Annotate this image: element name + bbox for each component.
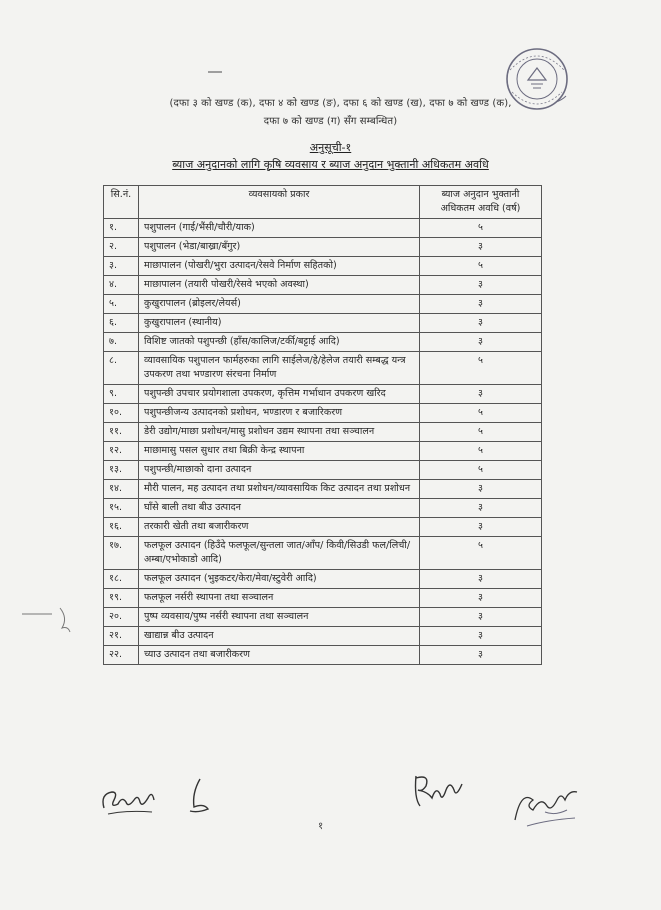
row-serial-number: १६. bbox=[104, 518, 139, 537]
row-max-period-years: ३ bbox=[420, 314, 542, 333]
row-max-period-years: ३ bbox=[420, 385, 542, 404]
table-row bbox=[104, 257, 542, 276]
table-row bbox=[104, 219, 542, 238]
table-row bbox=[104, 442, 542, 461]
row-business-type: कुखुरापालन (स्थानीय) bbox=[139, 314, 420, 333]
row-max-period-years: ३ bbox=[420, 238, 542, 257]
table-row bbox=[104, 333, 542, 352]
row-business-type: डेरी उद्योग/माछा प्रशोधन/मासु प्रशोधन उद्यम स्थापना तथा सञ्चालन bbox=[139, 423, 420, 442]
row-serial-number: २१. bbox=[104, 627, 139, 646]
table-row bbox=[104, 461, 542, 480]
row-max-period-years: ५ bbox=[420, 423, 542, 442]
row-business-type: माछापालन (तयारी पोखरी/रेसवे भएको अवस्था) bbox=[139, 276, 420, 295]
row-business-type: विशिष्ट जातको पशुपन्छी (हाँस/कालिज/टर्की/बट्टाई आदि) bbox=[139, 333, 420, 352]
row-max-period-years: ५ bbox=[420, 257, 542, 276]
row-serial-number: २०. bbox=[104, 608, 139, 627]
table-row bbox=[104, 646, 542, 665]
row-business-type: व्यावसायिक पशुपालन फार्महरुका लागि साईलेज/हे/हेलेज तयारी सम्बद्ध यन्त्र उपकरण तथा भण्डारण संरचना निर्माण bbox=[139, 352, 420, 385]
table-row bbox=[104, 314, 542, 333]
table-row bbox=[104, 352, 542, 385]
row-serial-number: १४. bbox=[104, 480, 139, 499]
row-business-type: फलफूल उत्पादन (भुइकटर/केरा/मेवा/स्टुवेरी आदि) bbox=[139, 570, 420, 589]
row-business-type: पशुपालन (भेडा/बाख्रा/बँगुर) bbox=[139, 238, 420, 257]
table-row bbox=[104, 608, 542, 627]
row-business-type: घाँसे बाली तथा बीउ उत्पादन bbox=[139, 499, 420, 518]
row-max-period-years: ५ bbox=[420, 219, 542, 238]
table-row bbox=[104, 537, 542, 570]
row-max-period-years: ३ bbox=[420, 589, 542, 608]
row-business-type: फलफूल उत्पादन (हिउँदे फलफूल/सुन्तला जात/आँप/ किवी/सिउडी फल/लिची/अम्बा/एभोकाडो आदि) bbox=[139, 537, 420, 570]
row-max-period-years: ३ bbox=[420, 333, 542, 352]
row-serial-number: ७. bbox=[104, 333, 139, 352]
table-row bbox=[104, 238, 542, 257]
column-header-business-type: व्यवसायको प्रकार bbox=[139, 186, 420, 219]
row-serial-number: २. bbox=[104, 238, 139, 257]
table-row bbox=[104, 627, 542, 646]
row-business-type: पुष्प व्यवसाय/पुष्प नर्सरी स्थापना तथा सञ्चालन bbox=[139, 608, 420, 627]
row-serial-number: १२. bbox=[104, 442, 139, 461]
row-max-period-years: ५ bbox=[420, 442, 542, 461]
row-serial-number: १३. bbox=[104, 461, 139, 480]
row-max-period-years: ३ bbox=[420, 570, 542, 589]
row-business-type: तरकारी खेती तथा बजारीकरण bbox=[139, 518, 420, 537]
row-serial-number: १९. bbox=[104, 589, 139, 608]
table-row bbox=[104, 423, 542, 442]
mark-dash bbox=[206, 66, 226, 76]
row-serial-number: ९. bbox=[104, 385, 139, 404]
table-row bbox=[104, 570, 542, 589]
header-reference-line-1: (दफा ३ को खण्ड (क), दफा ४ को खण्ड (ङ), दफा ६ को खण्ड (ख), दफा ७ को खण्ड (क), bbox=[169, 98, 512, 109]
row-business-type: च्याउ उत्पादन तथा बजारीकरण bbox=[139, 646, 420, 665]
row-max-period-years: ५ bbox=[420, 461, 542, 480]
table-row bbox=[104, 404, 542, 423]
row-max-period-years: ३ bbox=[420, 276, 542, 295]
signature-4 bbox=[505, 772, 585, 830]
row-max-period-years: ३ bbox=[420, 627, 542, 646]
row-business-type: माछापालन (पोखरी/भुरा उत्पादन/रेसवे निर्माण सहितको) bbox=[139, 257, 420, 276]
row-business-type: पशुपन्छी/माछाको दाना उत्पादन bbox=[139, 461, 420, 480]
row-serial-number: ३. bbox=[104, 257, 139, 276]
row-business-type: पशुपन्छी उपचार प्रयोगशाला उपकरण, कृत्तिम गर्भाधान उपकरण खरिद bbox=[139, 385, 420, 404]
margin-scribble bbox=[20, 598, 80, 638]
signature-3 bbox=[410, 770, 470, 812]
row-max-period-years: ३ bbox=[420, 518, 542, 537]
column-header-max-period: ब्याज अनुदान भुक्तानी अधिकतम अवधि (वर्ष) bbox=[420, 186, 542, 219]
table-row bbox=[104, 480, 542, 499]
table-row bbox=[104, 276, 542, 295]
row-max-period-years: ३ bbox=[420, 499, 542, 518]
row-business-type: पशुपन्छीजन्य उत्पादनको प्रशोधन, भण्डारण र बजारिकरण bbox=[139, 404, 420, 423]
row-serial-number: १. bbox=[104, 219, 139, 238]
signature-2 bbox=[180, 775, 220, 815]
row-max-period-years: ३ bbox=[420, 480, 542, 499]
table-row bbox=[104, 589, 542, 608]
table-header-row bbox=[104, 186, 542, 219]
column-header-serial: सि.नं. bbox=[104, 186, 139, 219]
table-row bbox=[104, 385, 542, 404]
row-max-period-years: ५ bbox=[420, 404, 542, 423]
row-max-period-years: ३ bbox=[420, 646, 542, 665]
row-serial-number: १०. bbox=[104, 404, 139, 423]
row-business-type: खाद्यान्न बीउ उत्पादन bbox=[139, 627, 420, 646]
row-business-type: माछामासु पसल सुधार तथा बिक्री केन्द्र स्थापना bbox=[139, 442, 420, 461]
row-serial-number: २२. bbox=[104, 646, 139, 665]
row-serial-number: १७. bbox=[104, 537, 139, 570]
row-serial-number: ४. bbox=[104, 276, 139, 295]
row-business-type: कुखुरापालन (ब्रोइलर/लेयर्स) bbox=[139, 295, 420, 314]
table-row bbox=[104, 295, 542, 314]
annex-title: अनुसूची-१ bbox=[309, 141, 352, 154]
table-row bbox=[104, 518, 542, 537]
row-max-period-years: ५ bbox=[420, 537, 542, 570]
annex-subtitle: ब्याज अनुदानको लागि कृषि व्यवसाय र ब्याज अनुदान भुक्तानी अधिकतम अवधि bbox=[172, 158, 489, 171]
row-serial-number: ६. bbox=[104, 314, 139, 333]
row-serial-number: १५. bbox=[104, 499, 139, 518]
row-max-period-years: ३ bbox=[420, 608, 542, 627]
row-business-type: मौरी पालन, मह उत्पादन तथा प्रशोधन/व्यावसायिक किट उत्पादन तथा प्रशोधन bbox=[139, 480, 420, 499]
table-row bbox=[104, 499, 542, 518]
row-serial-number: ८. bbox=[104, 352, 139, 385]
row-serial-number: १८. bbox=[104, 570, 139, 589]
row-max-period-years: ३ bbox=[420, 295, 542, 314]
row-serial-number: ११. bbox=[104, 423, 139, 442]
row-max-period-years: ५ bbox=[420, 352, 542, 385]
signature-1 bbox=[98, 778, 162, 818]
row-business-type: फलफूल नर्सरी स्थापना तथा सञ्चालन bbox=[139, 589, 420, 608]
interest-subsidy-table bbox=[103, 185, 542, 665]
row-business-type: पशुपालन (गाई/भैंसी/चौरी/याक) bbox=[139, 219, 420, 238]
page-number: १ bbox=[318, 821, 324, 832]
header-reference-line-2: दफा ७ को खण्ड (ग) सँग सम्बन्धित) bbox=[263, 116, 398, 127]
row-serial-number: ५. bbox=[104, 295, 139, 314]
